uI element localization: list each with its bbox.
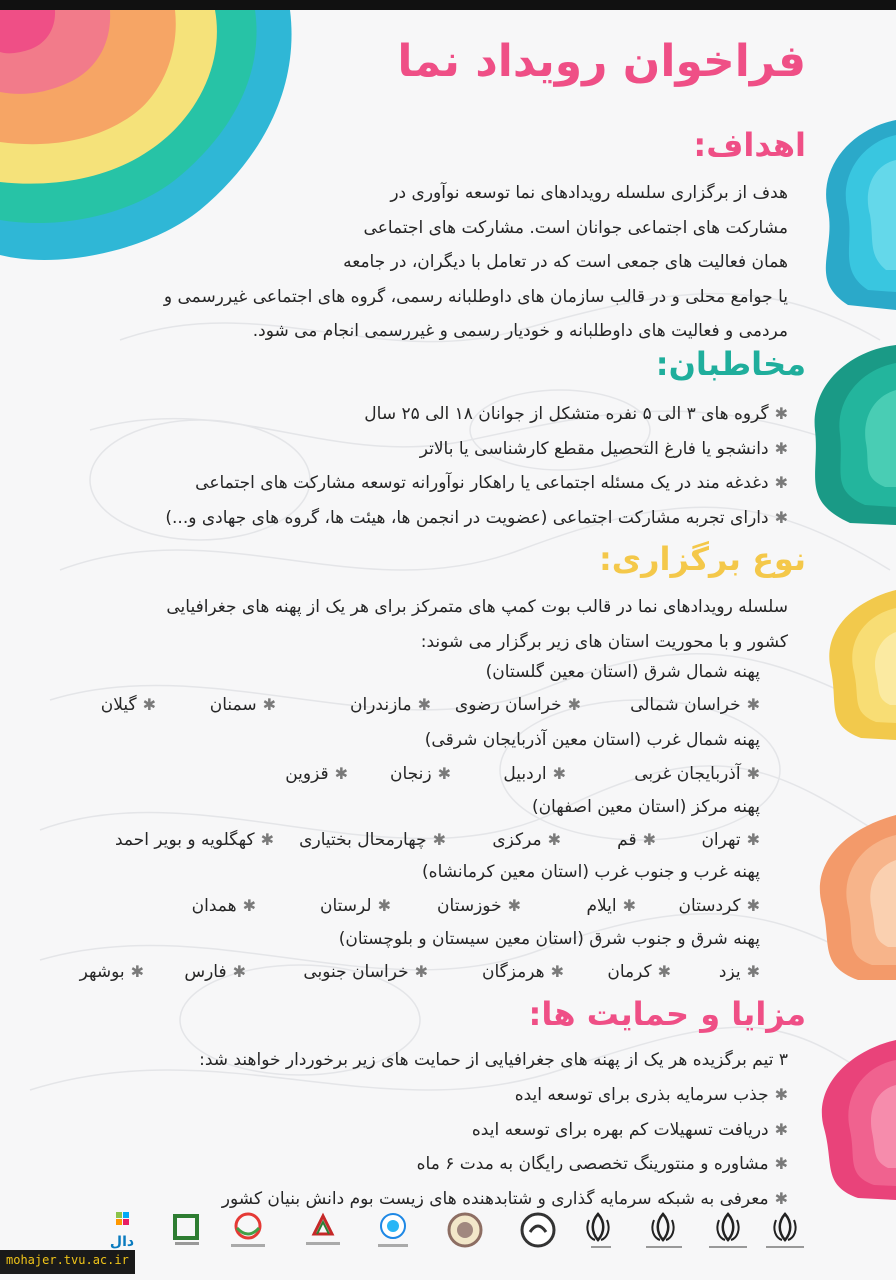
list-item: ✱جذب سرمایه بذری برای توسعه ایده [514, 1085, 788, 1105]
asterisk-icon: ✱ [774, 1085, 788, 1104]
province: ✱کردستان [678, 896, 760, 916]
province: ✱سمنان [209, 695, 276, 715]
goals-line: مشارکت های اجتماعی جوانان است. مشارکت های اجتماعی [363, 217, 788, 238]
province: ✱بوشهر [79, 962, 144, 982]
iran-emblem-icon [575, 1210, 621, 1256]
zone-title: پهنه مرکز (استان معین اصفهان) [531, 797, 760, 817]
decorative-blob-pink [812, 1040, 896, 1200]
province: ✱قزوین [285, 764, 348, 784]
benefits-intro: ۳ تیم برگزیده هر یک از پهنه های جغرافیایی از حمایت های زیر برخوردار خواهند شد: [199, 1050, 788, 1070]
province: ✱چهارمحال بختیاری [299, 830, 446, 850]
asterisk-icon: ✱ [774, 404, 788, 423]
province: ✱خراسان رضوی [454, 695, 581, 715]
benefits-list [68, 1078, 788, 1216]
province: ✱خراسان شمالی [630, 695, 760, 715]
asterisk-icon: ✱ [774, 473, 788, 492]
goals-paragraph [68, 176, 788, 349]
gold-seal-logo-icon [442, 1210, 488, 1256]
asterisk-icon: ✱ [774, 1154, 788, 1173]
list-item: ✱دانشجو یا فارغ التحصیل مقطع کارشناسی یا بالاتر [419, 438, 788, 459]
asterisk-icon: ✱ [774, 507, 788, 527]
iran-emblem-icon [762, 1210, 808, 1256]
iran-emblem-icon [705, 1210, 751, 1256]
province: ✱کهگلویه و بویر احمد [114, 830, 274, 850]
province: ✱زنجان [390, 764, 451, 784]
list-item: ✱مشاوره و منتورینگ تخصصی رایگان به مدت ۶ ماه [416, 1154, 788, 1174]
zone-title: پهنه شمال غرب (استان معین آذربایجان شرقی) [424, 730, 760, 750]
decorative-blob-orange [810, 815, 896, 980]
audience-list [68, 397, 788, 535]
intro-line: سلسله رویدادهای نما در قالب بوت کمپ های متمرکز برای هر یک از پهنه های جغرافیایی [166, 597, 788, 617]
province: ✱خراسان جنوبی [303, 962, 428, 982]
asterisk-icon: ✱ [774, 438, 788, 458]
watermark: mohajer.tvu.ac.ir [0, 1250, 135, 1274]
decorative-blob-yellow [816, 590, 896, 740]
province: ✱آذربایجان غربی [634, 764, 760, 784]
decorative-blob-teal [800, 345, 896, 525]
province: ✱اردبیل [503, 764, 566, 784]
page-title: فراخوان رویداد نما [397, 36, 806, 87]
province: ✱یزد [718, 962, 760, 982]
star-pattern-logo-icon [370, 1210, 416, 1256]
province: ✱گیلان [100, 695, 156, 715]
svg-text:دال: دال [109, 1234, 135, 1250]
province: ✱ایلام [586, 896, 636, 916]
province: ✱همدان [191, 896, 256, 916]
goals-line: همان فعالیت های جمعی است که در تعامل با دیگران، در جامعه [343, 252, 788, 272]
zone-title: پهنه شمال شرق (استان معین گلستان) [485, 662, 760, 682]
list-item: ✱گروه های ۳ الی ۵ نفره متشکل از جوانان ۱۸ الی ۲۵ سال [364, 404, 788, 424]
intro-line: کشور و با محوریت استان های زیر برگزار می شوند: [420, 631, 788, 652]
province: ✱مرکزی [492, 830, 561, 850]
iran-emblem-icon [640, 1210, 686, 1256]
province: ✱خوزستان [437, 896, 521, 916]
green-square-logo-icon [165, 1210, 211, 1256]
flag-logo-icon [300, 1210, 346, 1256]
event-type-heading: نوع برگزاری: [598, 540, 806, 578]
list-item: ✱معرفی به شبکه سرمایه گذاری و شتابدهنده های زیست بوم دانش بنیان کشور [221, 1188, 788, 1209]
event-type-intro [58, 590, 788, 659]
province: ✱فارس [184, 962, 246, 982]
goals-heading: اهداف: [693, 126, 806, 164]
province: ✱کرمان [607, 962, 671, 982]
benefits-heading: مزایا و حمایت ها: [528, 995, 806, 1033]
list-item: ✱دارای تجربه مشارکت اجتماعی (عضویت در انجمن ها، هیئت ها، گروه های جهادی و...) [165, 507, 788, 528]
round-emblem-logo-icon [515, 1210, 561, 1256]
goals-line: مردمی و فعالیت های داوطلبانه و خودیار رسمی و غیررسمی انجام می شود. [252, 321, 788, 341]
list-item: ✱دریافت تسهیلات کم بهره برای توسعه ایده [471, 1119, 788, 1140]
zone-title: پهنه غرب و جنوب غرب (استان معین کرمانشاه) [422, 862, 760, 882]
province: ✱مازندران [350, 695, 431, 715]
zone-title: پهنه شرق و جنوب شرق (استان معین سیستان و بلوچستان) [338, 929, 760, 949]
sponsor-logos [100, 1210, 800, 1270]
province: ✱تهران [701, 830, 760, 850]
ribbon-logo-icon [225, 1210, 271, 1256]
audience-heading: مخاطبان: [655, 345, 806, 383]
goals-line: هدف از برگزاری سلسله رویدادهای نما توسعه نوآوری در [390, 183, 788, 203]
decorative-blob-cyan [808, 120, 896, 310]
list-item: ✱دغدغه مند در یک مسئله اجتماعی یا راهکار نوآورانه توسعه مشارکت های اجتماعی [195, 473, 788, 493]
asterisk-icon: ✱ [774, 1119, 788, 1139]
province: ✱قم [617, 830, 656, 850]
province: ✱لرستان [319, 896, 391, 916]
asterisk-icon: ✱ [774, 1188, 788, 1208]
province: ✱هرمزگان [482, 962, 564, 982]
top-border [0, 0, 896, 10]
goals-line: یا جوامع محلی و در قالب سازمان های داوطلبانه رسمی، گروه های اجتماعی غیررسمی و [163, 286, 788, 307]
